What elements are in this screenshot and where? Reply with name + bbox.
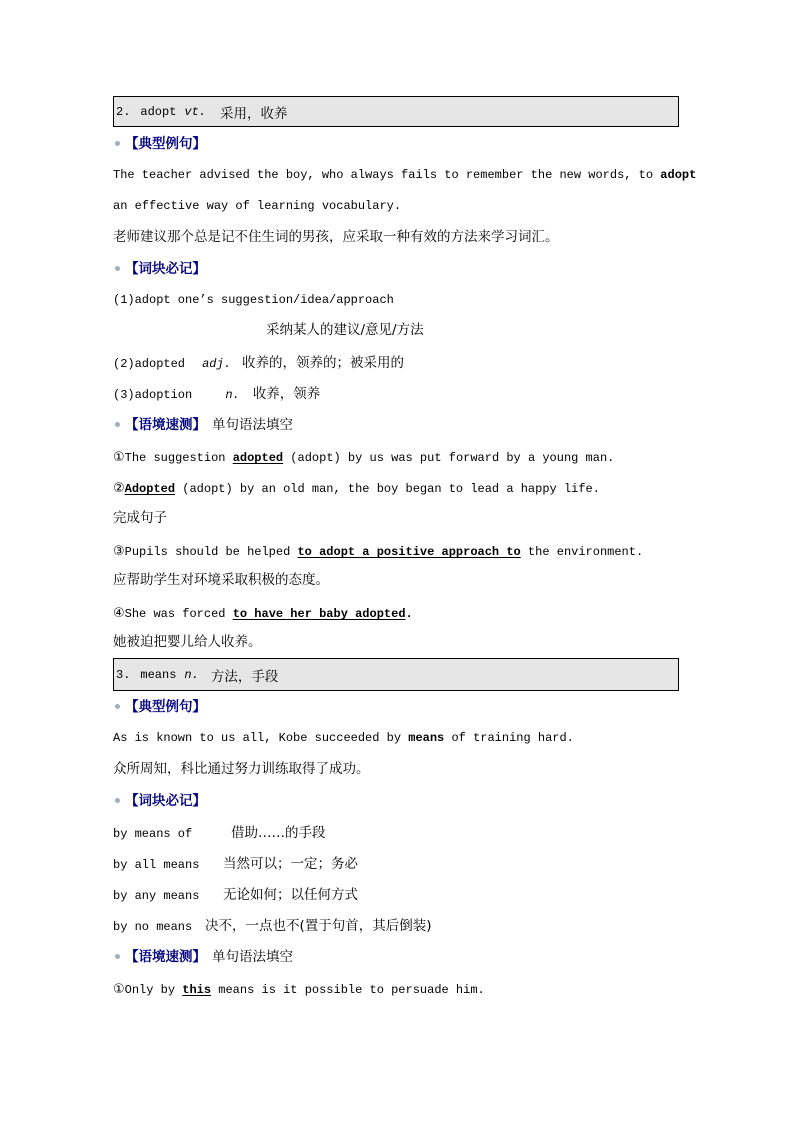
bullet-icon [115,798,120,803]
chunk-1: by means of 借助……的手段 [113,825,326,841]
chunk-heading: 【词块必记】 [113,791,206,809]
test-heading: 【语境速测】 单句语法填空 [113,415,293,433]
entry-pos: n. [184,667,199,682]
question-3-zh: 应帮助学生对环境采取积极的态度。 [113,572,329,588]
chunk-heading: 【词块必记】 [113,259,206,277]
entry-number: 2. [116,104,131,119]
bullet-icon [115,141,120,146]
answer: to have her baby adopted [232,607,406,621]
question-1: ①The suggestion adopted (adopt) by us was put forward by a young man. [113,450,615,465]
example-sentence-en: As is known to us all, Kobe succeeded by means of training hard. [113,731,574,745]
example-sentence-en-cont: an effective way of learning vocabulary. [113,199,402,213]
chunk-2: (2)adopted adj. 收养的，领养的；被采用的 [113,355,405,371]
complete-sentence-heading: 完成句子 [113,510,167,526]
answer: this [182,983,212,997]
chunk-1-en: (1)adopt one’s suggestion/idea/approach [113,293,394,307]
answer: adopted [232,451,284,465]
example-sentence-zh: 众所周知，科比通过努力训练取得了成功。 [113,761,370,777]
entry-word: means [140,667,177,682]
answer: to adopt a positive approach to [297,545,521,559]
chunk-2: by all means 当然可以；一定；务必 [113,856,358,872]
entry-word: adopt [140,104,177,119]
bullet-icon [115,266,120,271]
test-heading: 【语境速测】 单句语法填空 [113,947,293,965]
example-sentence-en: The teacher advised the boy, who always fails to remember the new words, to adopt [113,168,697,182]
example-sentence-zh: 老师建议那个总是记不住生词的男孩，应采取一种有效的方法来学习词汇。 [113,229,559,245]
bullet-icon [115,954,120,959]
question-4: ④She was forced to have her baby adopted. [113,606,413,621]
answer: Adopted [124,482,176,496]
question-3: ③Pupils should be helped to adopt a positive approach to the environment. [113,544,644,559]
entry-pos: vt. [184,104,207,119]
entry-3-header [113,658,679,691]
chunk-3: (3)adoption n. 收养，领养 [113,386,321,402]
entry-meaning: 方法，手段 [210,668,279,685]
bullet-icon [115,422,120,427]
entry-2-header [113,96,679,127]
chunk-1-zh: 采纳某人的建议/意见/方法 [266,322,424,338]
chunk-4: by no means 决不，一点也不(置于句首，其后倒装) [113,918,432,934]
example-heading: 【典型例句】 [113,134,206,152]
bullet-icon [115,704,120,709]
chunk-3: by any means 无论如何；以任何方式 [113,887,358,903]
example-heading: 【典型例句】 [113,697,206,715]
question-4-zh: 她被迫把婴儿给人收养。 [113,634,262,650]
question-1: ①Only by this means is it possible to persuade him. [113,982,485,997]
question-2: ②Adopted (adopt) by an old man, the boy began to lead a happy life. [113,481,600,496]
entry-number: 3. [116,667,131,682]
entry-meaning: 采用，收养 [220,105,288,122]
